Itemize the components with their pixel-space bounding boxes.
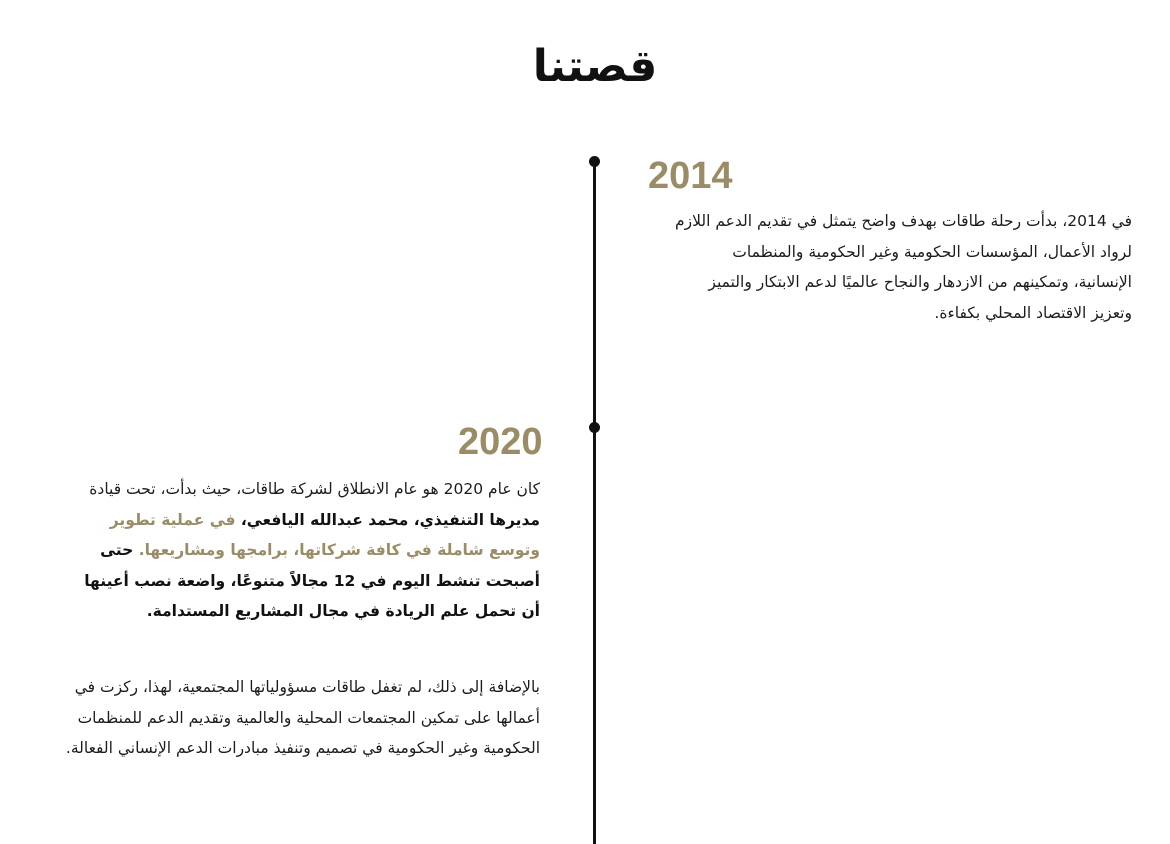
story-2020-bold-end: حتى أصبحت تنشط اليوم في 12 مجالاً متنوعًا، واضعة نصب أعينها أن تحمل علم الريادة في مجال المشاريع المستدامة.	[84, 541, 540, 620]
page-title: قصتنا	[532, 41, 658, 93]
year-2014-heading: 2014	[648, 155, 733, 197]
story-2020-leader: مديرها التنفيذي، محمد عبدالله اليافعي،	[240, 510, 540, 529]
story-2020-second-text: بالإضافة إلى ذلك، لم تغفل طاقات مسؤولياتها المجتمعية، لهذا، ركزت في أعمالها على تمكين المجتمعات المحلية والعالمية وتقديم الدعم للمنظمات الحكومية وغير الحكومية في تصميم وتنفيذ مبادرات الدعم الإنساني الفعالة.	[65, 678, 540, 757]
story-2014-text: في 2014، بدأت رحلة طاقات بهدف واضح يتمثل في تقديم الدعم اللازم لرواد الأعمال، المؤسسات الحكومية وغير الحكومية والمنظمات الإنسانية، وتمكينهم من الازدهار والنجاح عالميًا لدعم الابتكار والتميز وتعزيز الاقتصاد المحلي بكفاءة.	[675, 212, 1132, 322]
timeline-dot-2014	[589, 156, 600, 167]
story-2020-highlight: في عملية تطوير وتوسع شاملة في كافة شركاتها، برامجها ومشاريعها.	[109, 510, 540, 559]
story-2020-text	[62, 474, 540, 627]
story-2020-intro: كان عام 2020 هو عام الانطلاق لشركة طاقات، حيث بدأت، تحت قيادة	[89, 480, 540, 498]
timeline-line	[593, 160, 596, 844]
timeline-dot-2020	[589, 422, 600, 433]
year-2020-heading: 2020	[458, 421, 543, 463]
